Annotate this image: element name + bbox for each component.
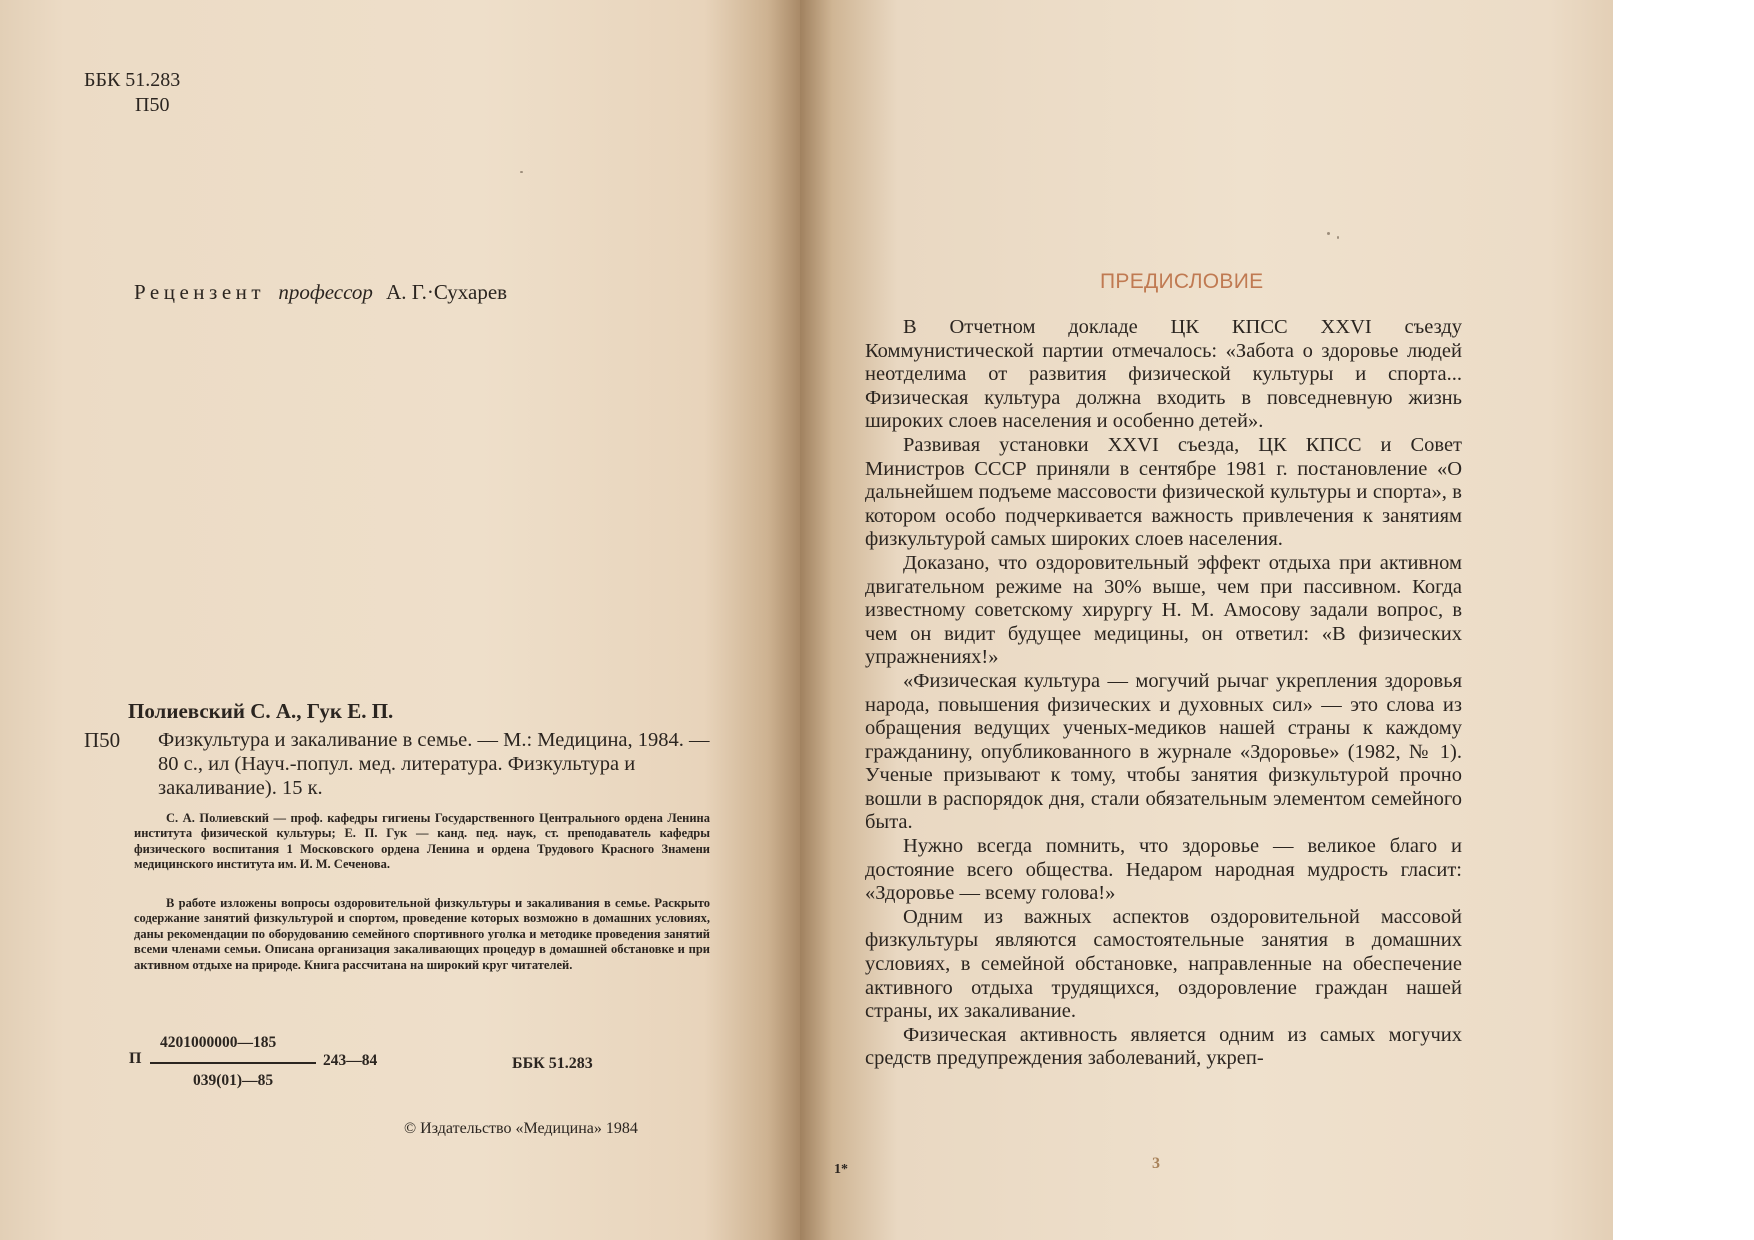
paragraph: Одним из важных аспектов оздоровительной массовой физкультуры являются самостоятельные занятия в домашних условиях, в семейной обстановке, направленные на обеспечение активного отдыха трудящихся, оздоровление граждан нашей страны, их закаливание. xyxy=(865,905,1462,1023)
paragraph: Доказано, что оздоровительный эффект отдыха при активном двигательном режиме на 30% выше, чем при пассивном. Когда известному советскому хирургу Н. М. Амосову задали вопрос, в чем он видит будущее медицины, он ответил: «В физических упражнениях!» xyxy=(865,551,1462,669)
chapter-heading: ПРЕДИСЛОВИЕ xyxy=(1100,270,1264,293)
right-page xyxy=(800,0,1613,1240)
reviewer-title: профессор xyxy=(278,280,373,304)
paper-speck xyxy=(1327,232,1330,235)
catalog-code-fraction-bar xyxy=(150,1062,316,1064)
annotation-text: В работе изложены вопросы оздоровительной физкультуры и закаливания в семье. Раскрыто содержание занятий физкультурой и спортом, проведение которых возможно в домашних условиях, даны рекомендации по оборудованию семейного спортивного уголка и методике проведения занятий всеми членами семьи. Описана организация закаливающих процедур в домашней обстановке и при активном отдыхе на природе. Книга рассчитана на широкий круг читателей. xyxy=(134,896,710,972)
catalog-code-denominator: 039(01)—85 xyxy=(193,1072,274,1089)
catalog-code-suffix: 243—84 xyxy=(323,1052,378,1069)
paper-speck xyxy=(520,171,523,173)
index-code: П50 xyxy=(135,94,170,116)
catalog-code-numerator: 4201000000—185 xyxy=(160,1034,277,1051)
copyright: © Издательство «Медицина» 1984 xyxy=(404,1120,638,1137)
paragraph: В Отчетном докладе ЦК КПСС XXVI съезду Коммунистической партии отмечалось: «Забота о здоровье людей неотделима от развития физической культуры и спорта... Физическая культура должна входить в повседневную жизнь широких слоев населения и особенно детей». xyxy=(865,316,1462,433)
bbk-code-block xyxy=(84,68,180,118)
reviewer-name: А. Г.·Сухарев xyxy=(386,280,508,304)
reviewer-label: Рецензент xyxy=(134,280,266,304)
about-authors-text: С. А. Полиевский — проф. кафедры гигиены Государственного Центрального ордена Ленина института физической культуры; Е. П. Гук — канд. пед. наук, ст. преподаватель кафедры физического воспитания 1 Московского ордена Ленина и ордена Трудового Красного Знамени медицинского института им. И. М. Сеченова. xyxy=(134,811,710,872)
paragraph: Физическая активность является одним из самых могучих средств предупреждения заболеваний, укреп- xyxy=(865,1023,1462,1070)
shelf-mark: П50 xyxy=(84,728,121,752)
paragraph: Нужно всегда помнить, что здоровье — великое благо и достояние всего общества. Недаром народная мудрость гласит: «Здоровье — всему голова!» xyxy=(865,835,1462,905)
authors: Полиевский С. А., Гук Е. П. xyxy=(128,699,394,723)
reviewer-line xyxy=(134,280,507,305)
left-page xyxy=(0,0,800,1240)
paragraph: «Физическая культура — могучий рычаг укрепления здоровья народа, повышения физических и духовных сил» — это слова из обращения ведущих ученых-медиков нашей страны к каждому гражданину, опубликованного в журнале «Здоровье» (1982, № 1). Ученые призывают к тому, чтобы занятия физкультурой прочно вошли в распорядок дня, стали обязательным элементом семейного быта. xyxy=(865,669,1462,834)
preface-body xyxy=(865,316,1462,1071)
page-number: 3 xyxy=(1152,1155,1160,1172)
signature-mark: 1* xyxy=(834,1162,848,1177)
catalog-code-prefix: П xyxy=(129,1050,142,1067)
paragraph: Развивая установки XXVI съезда, ЦК КПСС и Совет Министров СССР приняли в сентябре 1981 г. постановление «О дальнейшем подъеме массовости физической культуры и спорта», в котором особо подчеркивается важность привлечения к занятиям физкультурой самых широких слоев населения. xyxy=(865,433,1462,551)
bibliographic-entry: Физкультура и закаливание в семье. — М.: Медицина, 1984. — 80 с., ил (Науч.-попул. мед. литература. Физкультура и закаливание). 15 к. xyxy=(158,729,710,799)
about-authors xyxy=(134,811,710,873)
annotation xyxy=(134,896,710,973)
bbk-code-bottom: ББК 51.283 xyxy=(512,1055,593,1072)
bbk-code: ББК 51.283 xyxy=(84,69,181,91)
paper-speck xyxy=(1337,236,1339,239)
